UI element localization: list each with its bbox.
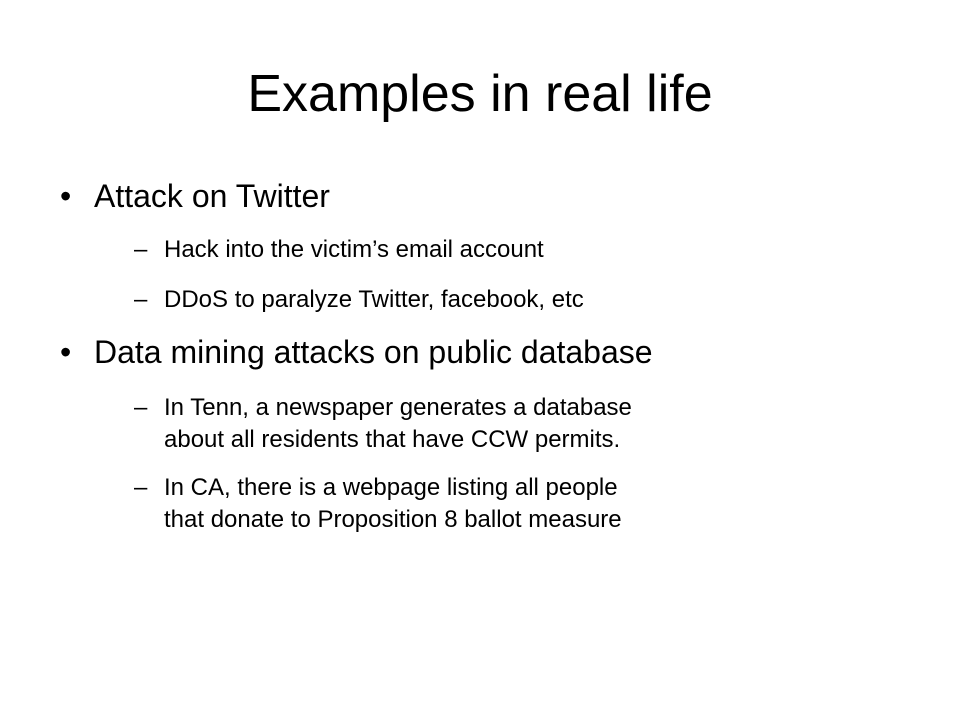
sub-bullet-line: In Tenn, a newspaper generates a database — [164, 394, 632, 421]
dash-icon: – — [134, 286, 148, 313]
bullet-text: Data mining attacks on public database — [94, 334, 653, 370]
sub-bullet-text: Hack into the victim’s email account — [164, 236, 544, 263]
sub-bullet-tenn-newspaper — [134, 392, 920, 456]
dash-icon: – — [134, 394, 148, 421]
sub-bullet-ca-webpage — [134, 472, 920, 536]
dash-icon: – — [134, 236, 148, 263]
bullet-icon: • — [60, 334, 72, 370]
bullet-item-attack-on-twitter — [60, 176, 920, 216]
sub-bullet-line: that donate to Proposition 8 ballot measure — [164, 506, 622, 533]
sub-bullet-ddos — [134, 284, 920, 316]
slide-title: Examples in real life — [247, 65, 713, 123]
sub-bullet-text: DDoS to paralyze Twitter, facebook, etc — [164, 286, 584, 313]
bullet-text: Attack on Twitter — [94, 178, 330, 214]
sub-bullet-line: about all residents that have CCW permits. — [164, 426, 621, 453]
bullet-item-data-mining — [60, 332, 920, 372]
slide-body — [60, 176, 920, 536]
dash-icon: – — [134, 474, 148, 501]
sub-bullet-hack-email — [134, 234, 920, 266]
bullet-icon: • — [60, 178, 72, 214]
sub-bullet-line: In CA, there is a webpage listing all people — [164, 474, 618, 501]
